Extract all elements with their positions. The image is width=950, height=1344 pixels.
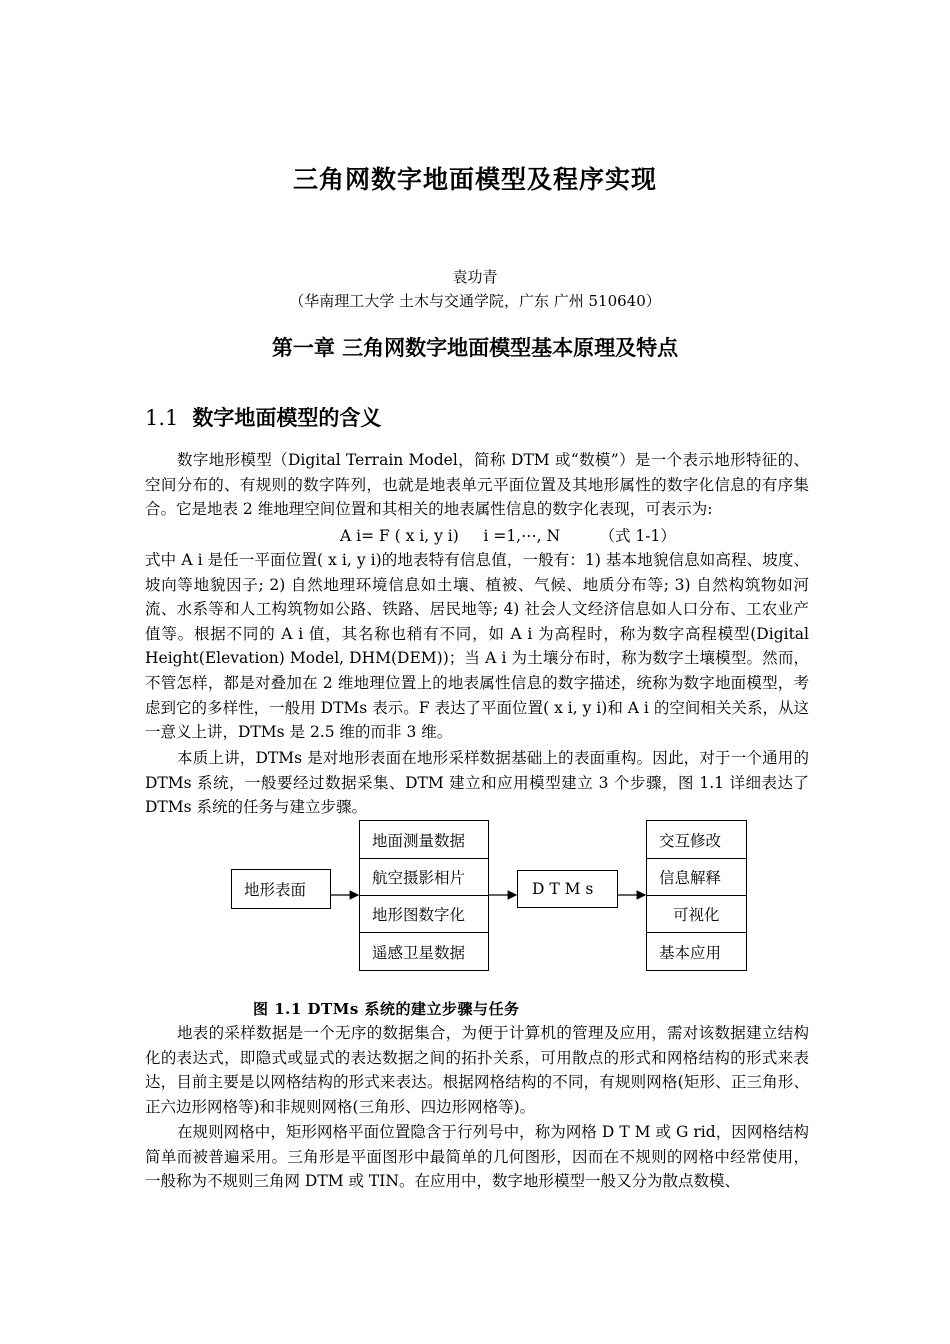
box-output-3: 可视化 [646,895,747,933]
paragraph-intro: 数字地形模型（Digital Terrain Model，简称 DTM 或“数模”）是一个表示地形特征的、空间分布的、有规则的数字阵列，也就是地表单元平面位置及其地形属性的数字化信息的有序集合。它是地表 2 维地理空间位置和其相关的地表属性信息的数字化表现，可表示为: [145,451,809,519]
paragraph-sampling: 地表的采样数据是一个无序的数据集合，为便于计算机的管理及应用，需对该数据建立结构化的表达式，即隐式或显式的表达数据之间的拓扑关系，可用散点的形式和网格结构的形式来表达，目前主要是以网格结构的形式来表达。根据网格结构的不同，有规则网格(矩形、正三角形、正六边形网格等)和非规则网格(三角形、四边形网格等)。 [145,1024,809,1116]
box-input-3: 地形图数字化 [359,895,489,933]
box-output-4: 基本应用 [646,932,747,971]
figure-caption: 图 1.1 DTMs 系统的建立步骤与任务 [253,1000,520,1018]
box-output-2: 信息解释 [646,858,747,896]
paragraph-essence: 本质上讲，DTMs 是对地形表面在地形采样数据基础上的表面重构。因此，对于一个通用的 DTMs 系统，一般要经过数据采集、DTM 建立和应用模型建立 3 个步骤，图 1.1 详细表达了 DTMs 系统的任务与建立步骤。 [145,749,809,817]
box-terrain-surface: 地形表面 [231,869,331,909]
author-name: 袁功青 [452,268,498,286]
box-dtms: D T M s [517,870,618,908]
section-number: 1.1 [145,406,179,430]
paper-title: 三角网数字地面模型及程序实现 [292,165,657,194]
box-input-1: 地面测量数据 [359,820,489,859]
chapter-heading: 第一章 三角网数字地面模型基本原理及特点 [271,335,679,360]
box-input-2: 航空摄影相片 [359,858,489,896]
paragraph-grid: 在规则网格中，矩形网格平面位置隐含于行列号中，称为网格 D T M 或 G rid，因网格结构简单而被普遍采用。三角形是平面图形中最简单的几何图形，因而在不规则的网格中经常使用，一般称为不规则三角网 DTM 或 TIN。在应用中，数字地形模型一般又分为散点数模、 [145,1123,809,1191]
section-title: 数字地面模型的含义 [192,405,382,430]
author-affiliation: （华南理工大学 土木与交通学院，广东 广州 510640） [289,292,661,310]
paragraph-definition: 式中 A i 是任一平面位置( x i, y i)的地表特有信息值，一般有：1) 基本地貌信息如高程、坡度、坡向等地貌因子; 2) 自然地理环境信息如土壤、植被、气候、地质分布等; 3) 自然构筑物如河流、水系等和人工构筑物如公路、铁路、居民地等; 4) 社会人文经济信息如人口分布、工农业产值等。根据不同的 A i 值，其名称也稍有不同，如 A i 为高程时，称为数字高程模型(Digital Height(Elevation) Model, DHM(DEM))；当 A i 为土壤分布时，称为数字土壤模型。然而，不管怎样，都是对叠加在 2 维地理位置上的地表属性信息的数字描述，统称为数字地面模型，考虑到它的多样性，一般用 DTMs 表示。F 表达了平面位置( x i, y i)和 A i 的空间相关关系，从这一意义上讲，DTMs 是 2.5 维的而非 3 维。 [145,551,809,742]
formula-1-1: A i= F ( x i, y i) i =1,⋯, N （式 1-1） [340,527,676,545]
box-output-1: 交互修改 [646,820,747,859]
box-input-4: 遥感卫星数据 [359,932,489,971]
